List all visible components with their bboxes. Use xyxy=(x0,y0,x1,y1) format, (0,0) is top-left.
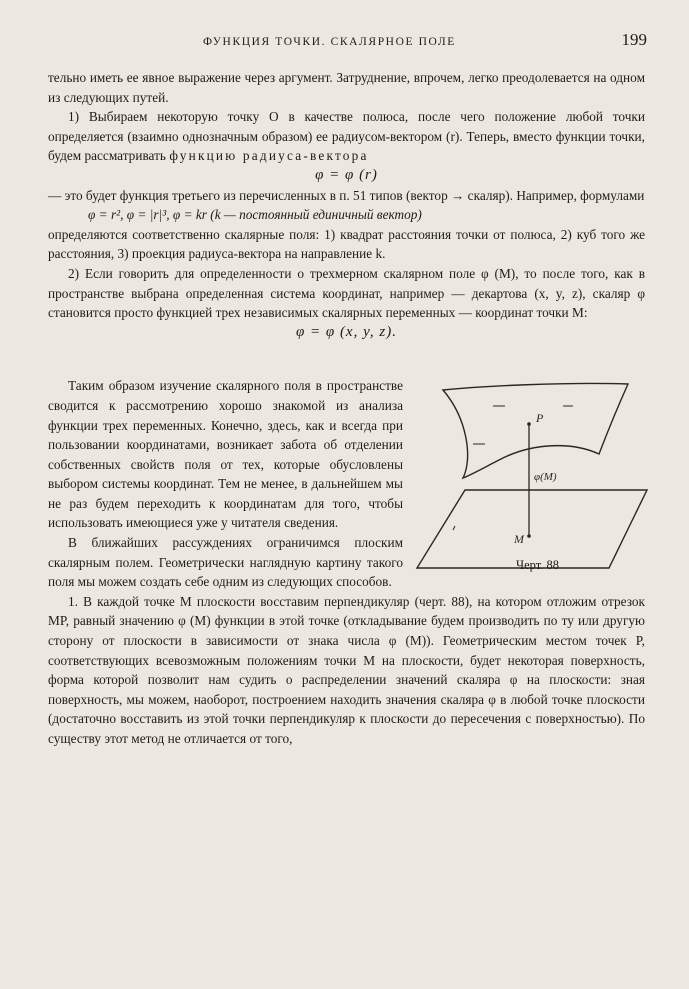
running-title: ФУНКЦИЯ ТОЧКИ. СКАЛЯРНОЕ ПОЛЕ xyxy=(203,36,456,48)
paragraph-fields: определяются соответственно скалярные поля: 1) квадрат расстояния точки от полюса, 2) куб того же расстояния, 3) проекция радиуса-вектора на направление k. xyxy=(48,226,645,262)
label-phi-M: φ(M) xyxy=(534,471,557,484)
paragraph-plane-field: В ближайших рассуждениях ограничимся плоским скалярным полем. Геометрически наглядную картину такого поля мы можем создать себе одним из следующих способов. xyxy=(48,535,403,590)
method-1-emphasis: функцию радиуса-вектора xyxy=(169,148,369,164)
label-P: P xyxy=(536,411,544,426)
figure-88 xyxy=(413,378,649,582)
point-M-dot xyxy=(527,535,531,539)
page-body xyxy=(48,68,645,749)
label-M: M xyxy=(514,532,524,547)
blank-gap xyxy=(48,342,645,376)
paragraph-study-summary: Таким образом изучение скалярного поля в пространстве сводится к рассмотрению хорошо знакомой из анализа функции трех переменных. Конечно, здесь, как и всегда при пользовании координатами, возникает забота об отделении собственных свойств поля от тех, которые обусловлены выбором системы координат. Тем не менее, в дальнейшем мы не раз будем переходить к координатам для того, чтобы использовать имеющиеся уже у читателя сведения. xyxy=(48,378,403,531)
paragraph-method-surface: 1. В каждой точке M плоскости восставим перпендикуляр (черт. 88), на котором отложим отрезок MP, равный значению φ (M) функции в этой точке (откладывание будем производить по ту или другую сторону от плоскости в зависимости от знака числа φ (M)). Геометрическим местом точек P, соответствующих всевозможным положениям точки M на плоскости, будет некоторая поверхность, форма которой позволит нам судить о распределении значений скаляра φ на плоскости: зная поверхность, мы можем, наоборот, построением находить значения скаляра φ в любой точке плоскости (достаточно восставить из этой точки перпендикуляр к плоскости до пересечения с поверхностью). По существу этот метод не отличается от того, xyxy=(48,593,645,746)
formula-phi-of-r: φ = φ (r) xyxy=(315,166,378,183)
method-1-text: 1) Выбираем некоторую точку O в качестве полюса, после чего положение любой точки определяется (взаимно однозначным образом) ее радиусом-вектором (r). Теперь, вместо функции точки, будем рассматривать xyxy=(48,109,645,164)
paragraph-continuation: тельно иметь ее явное выражение через аргумент. Затруднение, впрочем, легко преодолевается на одном из следующих путей. xyxy=(48,70,645,105)
surface-outline xyxy=(443,384,628,479)
plane-tick xyxy=(453,526,455,530)
figure-caption: Черт. 88 xyxy=(516,558,560,573)
formula-phi-xyz: φ = φ (x, y, z). xyxy=(295,323,398,340)
page-number: 199 xyxy=(621,30,647,49)
paragraph-example-intro: — это будет функция третьего из перечисленных в п. 51 типов (вектор → скаляр). Например, формулами xyxy=(48,187,645,203)
formula-examples: φ = r², φ = |r|³, φ = kr (k — постоянный единичный вектор) xyxy=(88,207,422,223)
figure-drawing xyxy=(413,378,649,582)
paragraph-method-2: 2) Если говорить для определенности о трехмерном скалярном поле φ (M), то после того, как в пространстве выбрана определенная система координат, например — декартова (x, y, z), скаляр φ становится просто функцией трех независимых скалярных переменных — координат точки M: xyxy=(48,265,645,321)
point-P-dot xyxy=(527,423,531,427)
paragraph-method-1 xyxy=(48,107,645,166)
page-header xyxy=(48,30,647,50)
